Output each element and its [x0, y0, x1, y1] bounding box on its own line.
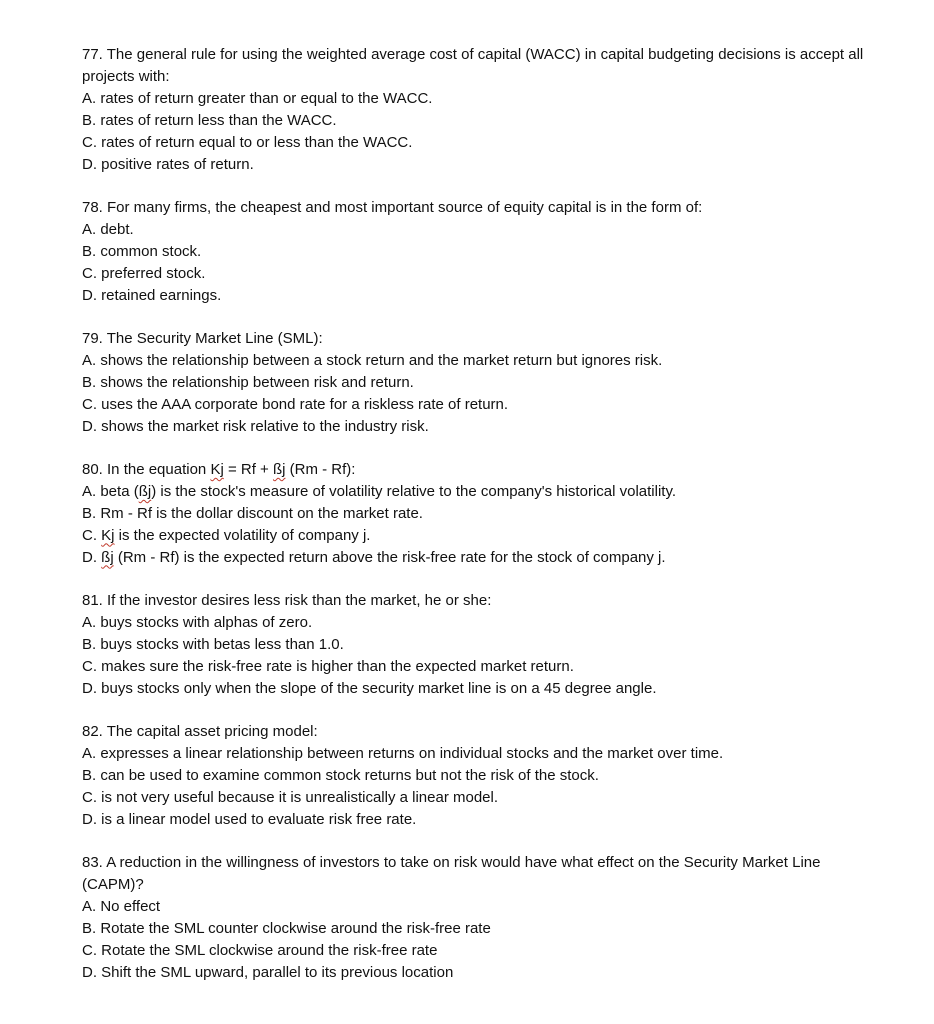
question-82: [82, 721, 882, 831]
spellcheck-flagged-word: ßj: [101, 548, 114, 566]
answer-option-a: A. shows the relationship between a stock return and the market return but ignores risk.: [82, 351, 663, 369]
option-text: A. beta (: [82, 482, 139, 500]
stem-text: 80. In the equation: [82, 461, 211, 478]
answer-option-d: D. is a linear model used to evaluate risk free rate.: [82, 810, 417, 828]
answer-option-c: C. makes sure the risk-free rate is higher than the expected market return.: [82, 657, 574, 675]
answer-option-c: C. Rotate the SML clockwise around the risk-free rate: [82, 941, 438, 959]
option-text: ) is the stock's measure of volatility relative to the company's historical volatility.: [151, 482, 677, 500]
answer-option-d: D. retained earnings.: [82, 286, 222, 304]
answer-option-a: A. expresses a linear relationship between returns on individual stocks and the market over time.: [82, 744, 724, 762]
answer-option-b: B. shows the relationship between risk and return.: [82, 373, 414, 391]
option-text: C.: [82, 526, 102, 544]
answer-option-b: [82, 503, 882, 525]
stem-text: = Rf +: [223, 461, 273, 478]
question-stem: 81. If the investor desires less risk than the market, he or she:: [82, 592, 492, 610]
answer-option-d: [82, 547, 882, 569]
answer-option-d: D. Shift the SML upward, parallel to its previous location: [82, 963, 454, 981]
answer-option-a: A. debt.: [82, 220, 134, 238]
spellcheck-flagged-word: Kj: [210, 461, 224, 478]
document-page: [82, 44, 882, 1005]
answer-option-a: A. rates of return greater than or equal to the WACC.: [82, 89, 433, 107]
answer-option-a: [82, 481, 882, 503]
answer-option-b: B. Rotate the SML counter clockwise around the risk-free rate: [82, 919, 491, 937]
question-stem: 79. The Security Market Line (SML):: [82, 329, 323, 347]
option-text: (Rm - Rf) is the expected return above the risk-free rate for the stock of company j.: [113, 548, 666, 566]
answer-option-d: D. buys stocks only when the slope of the security market line is on a 45 degree angle.: [82, 679, 657, 697]
answer-option-b: B. can be used to examine common stock returns but not the risk of the stock.: [82, 766, 599, 784]
answer-option-b: B. common stock.: [82, 242, 202, 260]
answer-option-a: A. buys stocks with alphas of zero.: [82, 613, 313, 631]
stem-text: (Rm - Rf):: [285, 461, 356, 478]
answer-option-c: C. preferred stock.: [82, 264, 206, 282]
answer-option-c: [82, 525, 882, 547]
option-text: is the expected volatility of company j.: [114, 526, 371, 544]
option-text: B. Rm - Rf is the dollar discount on the market rate.: [82, 504, 423, 522]
answer-option-c: C. uses the AAA corporate bond rate for a riskless rate of return.: [82, 395, 509, 413]
question-83: [82, 852, 882, 983]
question-81: [82, 590, 882, 700]
question-79: [82, 328, 882, 438]
spellcheck-flagged-word: ßj: [138, 482, 152, 500]
question-stem: 83. A reduction in the willingness of investors to take on risk would have what effect on the Security Market Line (CAPM)?: [82, 854, 821, 893]
answer-option-d: D. shows the market risk relative to the industry risk.: [82, 417, 429, 435]
question-80: [82, 459, 882, 569]
question-77: [82, 44, 882, 175]
answer-option-c: C. is not very useful because it is unrealistically a linear model.: [82, 788, 499, 806]
spellcheck-flagged-word: Kj: [101, 526, 115, 544]
answer-option-c: C. rates of return equal to or less than the WACC.: [82, 133, 413, 151]
question-stem: 82. The capital asset pricing model:: [82, 723, 318, 741]
option-text: D.: [82, 548, 102, 566]
question-stem: 77. The general rule for using the weighted average cost of capital (WACC) in capital budgeting decisions is accept all projects with:: [82, 46, 864, 85]
answer-option-b: B. rates of return less than the WACC.: [82, 111, 337, 129]
spellcheck-flagged-word: ßj: [272, 461, 286, 478]
question-78: [82, 197, 882, 307]
answer-option-b: B. buys stocks with betas less than 1.0.: [82, 635, 344, 653]
question-stem: 78. For many firms, the cheapest and most important source of equity capital is in the form of:: [82, 198, 703, 216]
answer-option-a: A. No effect: [82, 897, 161, 915]
question-stem: [82, 459, 882, 481]
answer-option-d: D. positive rates of return.: [82, 155, 254, 173]
